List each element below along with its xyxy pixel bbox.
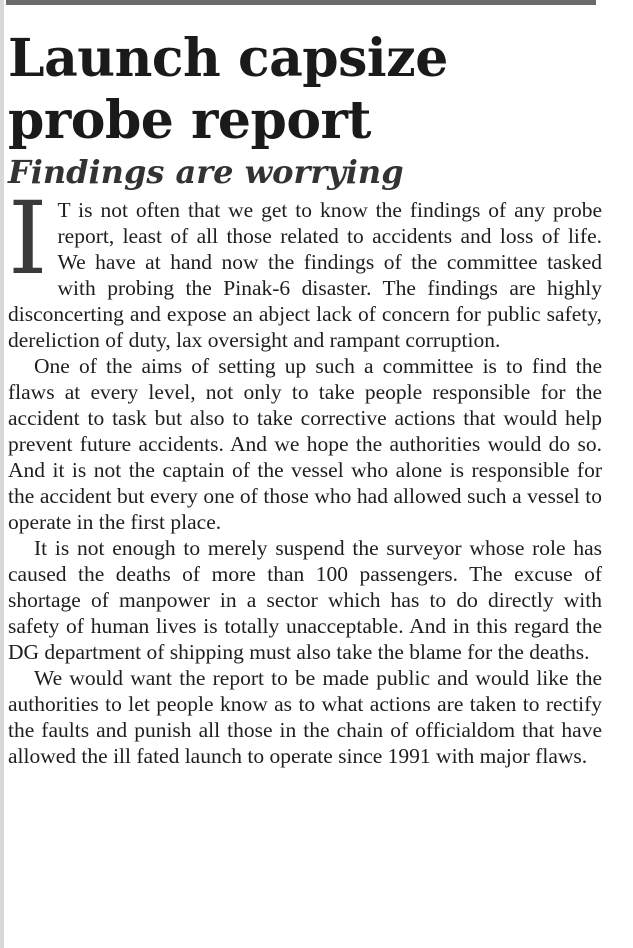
drop-cap: I xyxy=(8,180,48,297)
editorial-article xyxy=(8,28,602,769)
article-body xyxy=(8,180,602,769)
paragraph-4: We would want the report to be made public and would like the authorities to let people know as to what actions are taken to rectify the faults and punish all those in the chain of officialdom that have allowed the ill fated launch to operate since 1991 with major flaws. xyxy=(8,666,602,768)
top-rule xyxy=(6,0,596,5)
paragraph-1-text: T is not often that we get to know the findings of any probe report, least of all those related to accidents and loss of life. We have at hand now the findings of the committee tasked with probing the Pinak-6 disaster. The findings are highly disconcerting and expose an abject lack of concern for public safety, dereliction of duty, lax oversight and rampant corruption. xyxy=(8,198,602,352)
headline-line-2: probe report xyxy=(8,90,371,151)
paragraph-2: One of the aims of setting up such a committee is to find the flaws at every level, not only to take people responsible for the accident to task but also to take corrective actions that would help prevent future accidents. And we hope the authorities would do so. And it is not the captain of the vessel who alone is responsible for the accident but every one of those who had allowed such a vessel to operate in the first place. xyxy=(8,354,602,534)
paragraph-3: It is not enough to merely suspend the surveyor whose role has caused the deaths of more than 100 passengers. The excuse of shortage of manpower in a sector which has to do directly with safety of human lives is totally unacceptable. And in this regard the DG department of shipping must also take the blame for the deaths. xyxy=(8,536,602,664)
headline xyxy=(8,28,602,152)
paragraph-1 xyxy=(8,180,602,353)
left-column-rule xyxy=(0,0,4,948)
subheadline: Findings are worrying xyxy=(8,153,404,191)
headline-line-1: Launch capsize xyxy=(8,28,448,89)
